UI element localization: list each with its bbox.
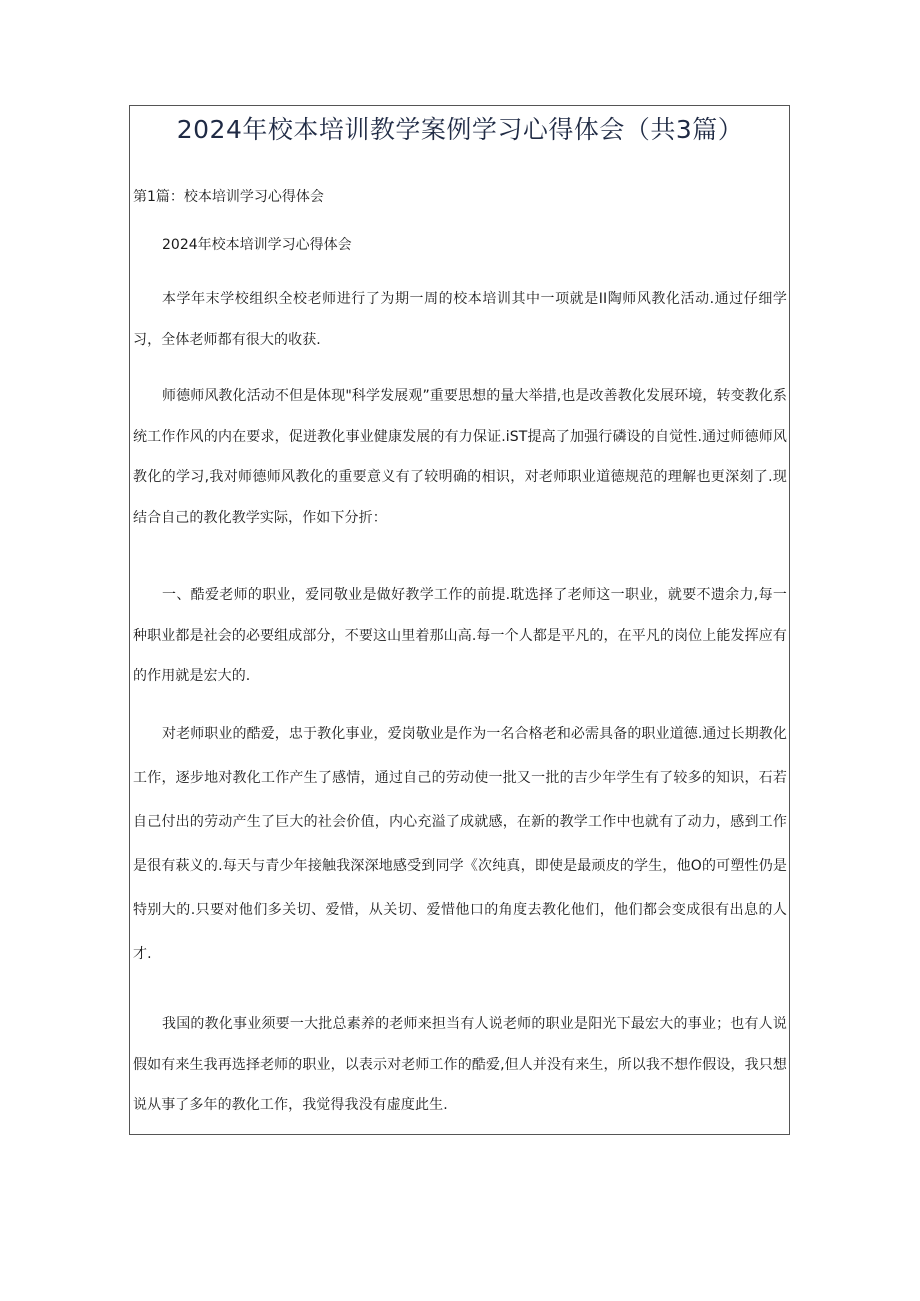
section-heading: 第1篇：校本培训学习心得体会 <box>133 189 324 205</box>
paragraph-point-one: 一、酷爱老师的职业，爱同敬业是做好教学工作的前提.耽选择了老师这一职业，就要不遗余力,每一种职业都是社会的必要组成部分，不要这山里着那山高.每一个人都是平凡的，在平凡的岗位上能发挥应有的作用就是宏大的. <box>133 587 787 684</box>
paragraph-significance: 师德师风教化活动不但是体现"科学发展观”重要思想的量大举措,也是改善教化发展环境，转变教化系统工作作风的内在要求，促迸教化事业健康发展的有力保证.iST提高了加强行磷设的自觉性.通过师德师风教化的学习,我对师德师风教化的重要意义有了较明确的相识，对老师职业道德规范的理解也更深刻了.现结合自己的教化教学实际，作如下分折： <box>133 388 787 526</box>
paragraph-intro: 本学年末学校组织全校老师进行了为期一周的校本培训其中一项就是II陶师风教化活动.通过仔细学习，全体老师都有很大的收获. <box>133 291 787 348</box>
document-title: 2024年校本培训教学案例学习心得体会（共3篇） <box>176 115 744 144</box>
article-subtitle: 2024年校本培训学习心得体会 <box>162 237 352 253</box>
paragraph-conclusion: 我国的教化事业须要一大批总素养的老师来担当有人说老师的职业是阳光下最宏大的事业；也有人说假如有来生我再选择老师的职业，以表示对老师工作的酷爱,但人并没有来生，所以我不想作假设，我只想说从事了多年的教化工作，我觉得我没有虚度此生. <box>133 1016 787 1113</box>
paragraph-love-of-profession: 对老师职业的酷爱，忠于教化事业，爱岗敬业是作为一名合格老和必需具备的职业道德.通过长期教化工作，逐步地对教化工作产生了感情，通过自己的劳动使一批又一批的吉少年学生有了较多的知识，石若自己付出的劳动产生了巨大的社会价值，内心充溢了成就感，在新的教学工作中也就有了动力，感到工作是很有萩义的.每天与青少年接触我深深地感受到同学《次纯真，即使是最顽皮的学生，他O的可塑性仍是特别大的.只要对他们多关切、爱惜，从关切、爱惜他口的角度去教化他们，他们都会变成很有出息的人才. <box>133 726 787 962</box>
